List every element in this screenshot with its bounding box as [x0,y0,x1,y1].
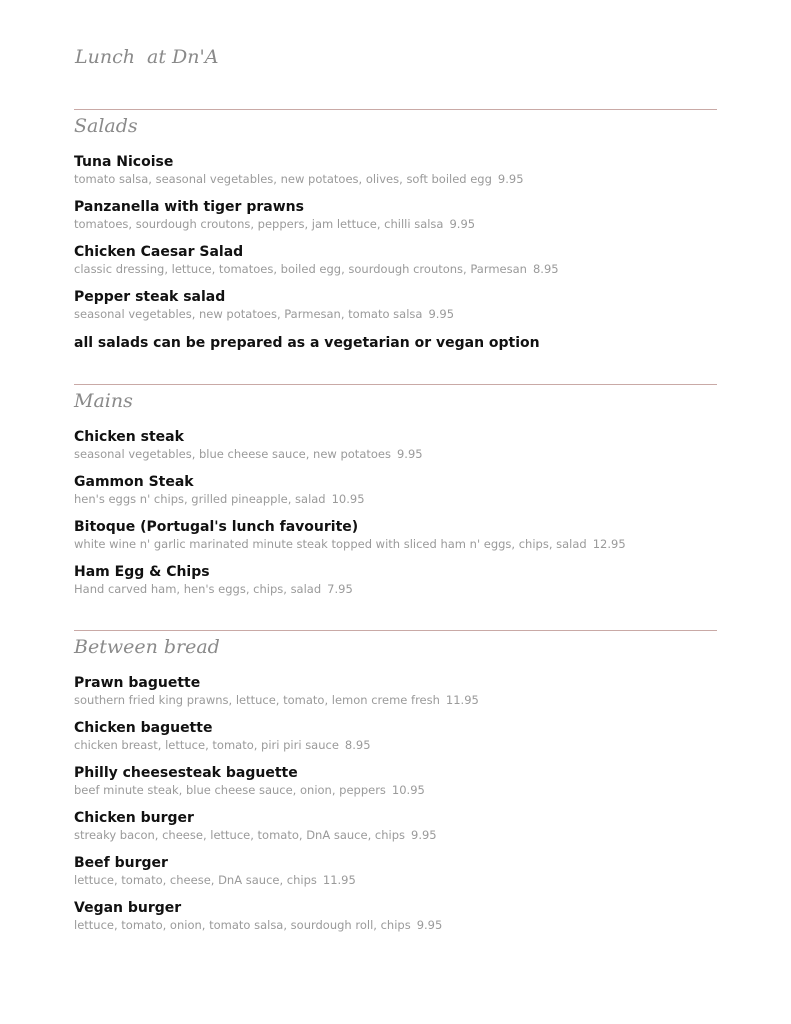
page-title: Lunch at Dn'A [75,46,219,68]
item-desc-text: classic dressing, lettuce, tomatoes, boiled egg, sourdough croutons, Parmesan [74,262,527,276]
section-between-bread [74,630,717,933]
item-desc-text: southern fried king prawns, lettuce, tomato, lemon creme fresh [74,693,440,707]
section-salads [74,109,717,352]
item-description [74,692,717,708]
item-description [74,581,717,597]
item-price: 11.95 [445,693,479,707]
item-desc-text: chicken breast, lettuce, tomato, piri piri sauce [74,738,339,752]
item-desc-text: tomatoes, sourdough croutons, peppers, jam lettuce, chilli salsa [74,217,444,231]
item-desc-text: seasonal vegetables, blue cheese sauce, new potatoes [74,447,391,461]
item-price: 9.95 [416,918,443,932]
menu-item [74,764,717,798]
item-desc-text: streaky bacon, cheese, lettuce, tomato, DnA sauce, chips [74,828,405,842]
item-description [74,782,717,798]
item-name: Chicken Caesar Salad [74,244,244,260]
item-price: 9.95 [449,217,476,231]
section-heading: Between bread [74,636,220,658]
menu-item [74,153,717,187]
section-divider [74,384,717,385]
item-description [74,171,717,187]
item-description [74,491,717,507]
item-desc-text: Hand carved ham, hen's eggs, chips, salad [74,582,322,596]
item-description [74,261,717,277]
menu-item [74,518,717,552]
menu-item [74,563,717,597]
item-description [74,872,717,888]
item-desc-text: lettuce, tomato, onion, tomato salsa, sourdough roll, chips [74,918,411,932]
item-desc-text: hen's eggs n' chips, grilled pineapple, salad [74,492,326,506]
item-name: Bitoque (Portugal's lunch favourite) [74,519,359,535]
item-name: Vegan burger [74,900,182,916]
item-name: Prawn baguette [74,675,201,691]
menu-item [74,288,717,322]
section-heading: Salads [74,115,138,137]
menu-item [74,243,717,277]
item-desc-text: lettuce, tomato, cheese, DnA sauce, chips [74,873,317,887]
section-divider [74,630,717,631]
item-name: Tuna Nicoise [74,154,174,170]
item-description [74,917,717,933]
salads-note: all salads can be prepared as a vegetarian or vegan option [74,335,540,351]
menu-item [74,198,717,232]
item-name: Chicken steak [74,429,184,445]
item-desc-text: seasonal vegetables, new potatoes, Parmesan, tomato salsa [74,307,423,321]
item-price: 7.95 [327,582,353,596]
item-name: Ham Egg & Chips [74,564,210,580]
item-name: Panzanella with tiger prawns [74,199,304,215]
item-price: 10.95 [331,492,365,506]
item-price: 9.95 [428,307,455,321]
item-description [74,306,717,322]
item-description [74,827,717,843]
menu-item [74,809,717,843]
item-desc-text: beef minute steak, blue cheese sauce, onion, peppers [74,783,386,797]
item-price: 9.95 [396,447,423,461]
item-description [74,737,717,753]
item-name: Gammon Steak [74,474,194,490]
item-price: 9.95 [411,828,437,842]
item-price: 12.95 [592,537,626,551]
item-desc-text: white wine n' garlic marinated minute steak topped with sliced ham n' eggs, chips, salad [74,537,587,551]
menu-item [74,674,717,708]
item-price: 11.95 [322,873,356,887]
item-description [74,536,717,552]
menu-item [74,854,717,888]
section-mains [74,384,717,597]
item-name: Beef burger [74,855,168,871]
item-name: Philly cheesesteak baguette [74,765,298,781]
menu-item [74,899,717,933]
item-name: Chicken burger [74,810,194,826]
item-name: Pepper steak salad [74,289,226,305]
menu-item [74,473,717,507]
item-name: Chicken baguette [74,720,213,736]
item-price: 9.95 [497,172,524,186]
item-price: 10.95 [391,783,425,797]
item-desc-text: tomato salsa, seasonal vegetables, new potatoes, olives, soft boiled egg [74,172,492,186]
menu-item [74,719,717,753]
section-heading: Mains [74,390,133,412]
item-price: 8.95 [344,738,371,752]
section-divider [74,109,717,110]
item-description [74,216,717,232]
menu-item [74,428,717,462]
item-description [74,446,717,462]
item-price: 8.95 [532,262,559,276]
